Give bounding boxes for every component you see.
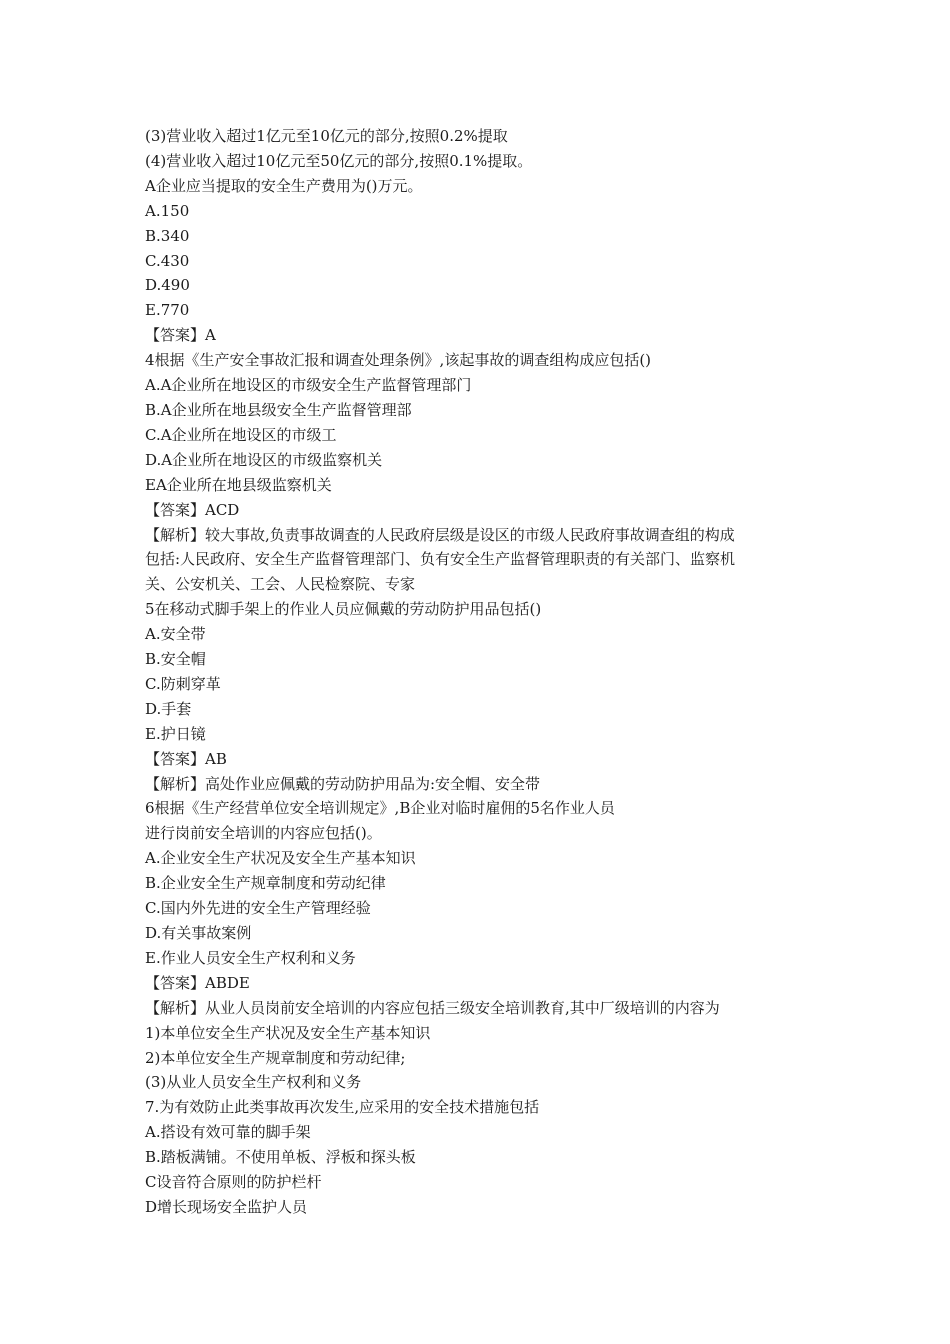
text-line: 7.为有效防止此类事故再次发生,应采用的安全技术措施包括 — [145, 1098, 540, 1117]
text-line: E.770 — [145, 301, 190, 320]
text-line: 【答案】ACD — [145, 500, 240, 519]
text-line: D.有关事故案例 — [145, 924, 252, 942]
text-line: B.340 — [145, 226, 190, 245]
text-line: 进行岗前安全培训的内容应包括()。 — [145, 824, 382, 843]
text-line: C.防刺穿革 — [145, 674, 221, 693]
text-line: 4根据《生产安全事故汇报和调查处理条例》,该起事故的调查组构成应包括() — [145, 351, 652, 370]
text-line: (3)营业收入超过1亿元至10亿元的部分,按照0.2%提取 — [145, 127, 508, 145]
text-line: (3)从业人员安全生产权利和义务 — [145, 1073, 362, 1092]
text-line: A.A企业所在地设区的市级安全生产监督管理部门 — [145, 376, 472, 395]
text-line: 【答案】A — [145, 326, 216, 345]
text-line: A.搭设有效可靠的脚手架 — [145, 1123, 311, 1142]
text-line: D.490 — [145, 276, 190, 295]
text-line: B.企业安全生产规章制度和劳动纪律 — [145, 874, 386, 893]
text-line: C.国内外先进的安全生产管理经验 — [145, 899, 371, 918]
text-line: E.作业人员安全生产权利和义务 — [145, 948, 356, 967]
text-line: C.A企业所在地设区的市级工 — [145, 425, 337, 444]
text-line: 【答案】ABDE — [145, 973, 250, 992]
text-line: A企业应当提取的安全生产费用为()万元。 — [145, 176, 423, 195]
text-line: 1)本单位安全生产状况及安全生产基本知识 — [145, 1023, 431, 1042]
text-line: 【解析】高处作业应佩戴的劳动防护用品为:安全帽、安全带 — [145, 774, 541, 793]
document-body — [145, 124, 825, 1220]
text-line: 5在移动式脚手架上的作业人员应佩戴的劳动防护用品包括() — [145, 600, 542, 619]
text-line: A.安全带 — [145, 625, 206, 644]
text-line: 关、公安机关、工会、人民检察院、专家 — [145, 575, 416, 594]
text-line: (4)营业收入超过10亿元至50亿元的部分,按照0.1%提取。 — [145, 151, 533, 170]
text-line: D增长现场安全监护人员 — [145, 1197, 308, 1216]
text-line: EA企业所在地县级监察机关 — [145, 475, 332, 494]
text-line: A.150 — [145, 201, 190, 220]
text-line: 包括:人民政府、安全生产监督管理部门、负有安全生产监督管理职责的有关部门、监察机 — [145, 550, 736, 569]
text-line: 【答案】AB — [145, 749, 227, 768]
text-line: C.430 — [145, 251, 190, 270]
text-line: C设音符合原则的防护栏杆 — [145, 1173, 322, 1192]
text-line: D.A企业所在地设区的市级监察机关 — [145, 450, 383, 469]
text-line: 6根据《生产经营单位安全培训规定》,B企业对临时雇佣的5名作业人员 — [145, 799, 615, 818]
text-line: B.安全帽 — [145, 650, 206, 669]
text-line: 【解析】较大事故,负责事故调查的人民政府层级是设区的市级人民政府事故调查组的构成 — [145, 525, 735, 544]
text-line: 2)本单位安全生产规章制度和劳动纪律; — [145, 1048, 406, 1067]
text-line: D.手套 — [145, 699, 192, 718]
text-line: E.护日镜 — [145, 724, 206, 743]
text-line: 【解析】从业人员岗前安全培训的内容应包括三级安全培训教育,其中厂级培训的内容为 — [145, 998, 720, 1017]
text-line: A.企业安全生产状况及安全生产基本知识 — [145, 849, 416, 868]
text-line: B.踏板满铺。不使用单板、浮板和探头板 — [145, 1148, 416, 1167]
text-line: B.A企业所在地县级安全生产监督管理部 — [145, 400, 412, 419]
